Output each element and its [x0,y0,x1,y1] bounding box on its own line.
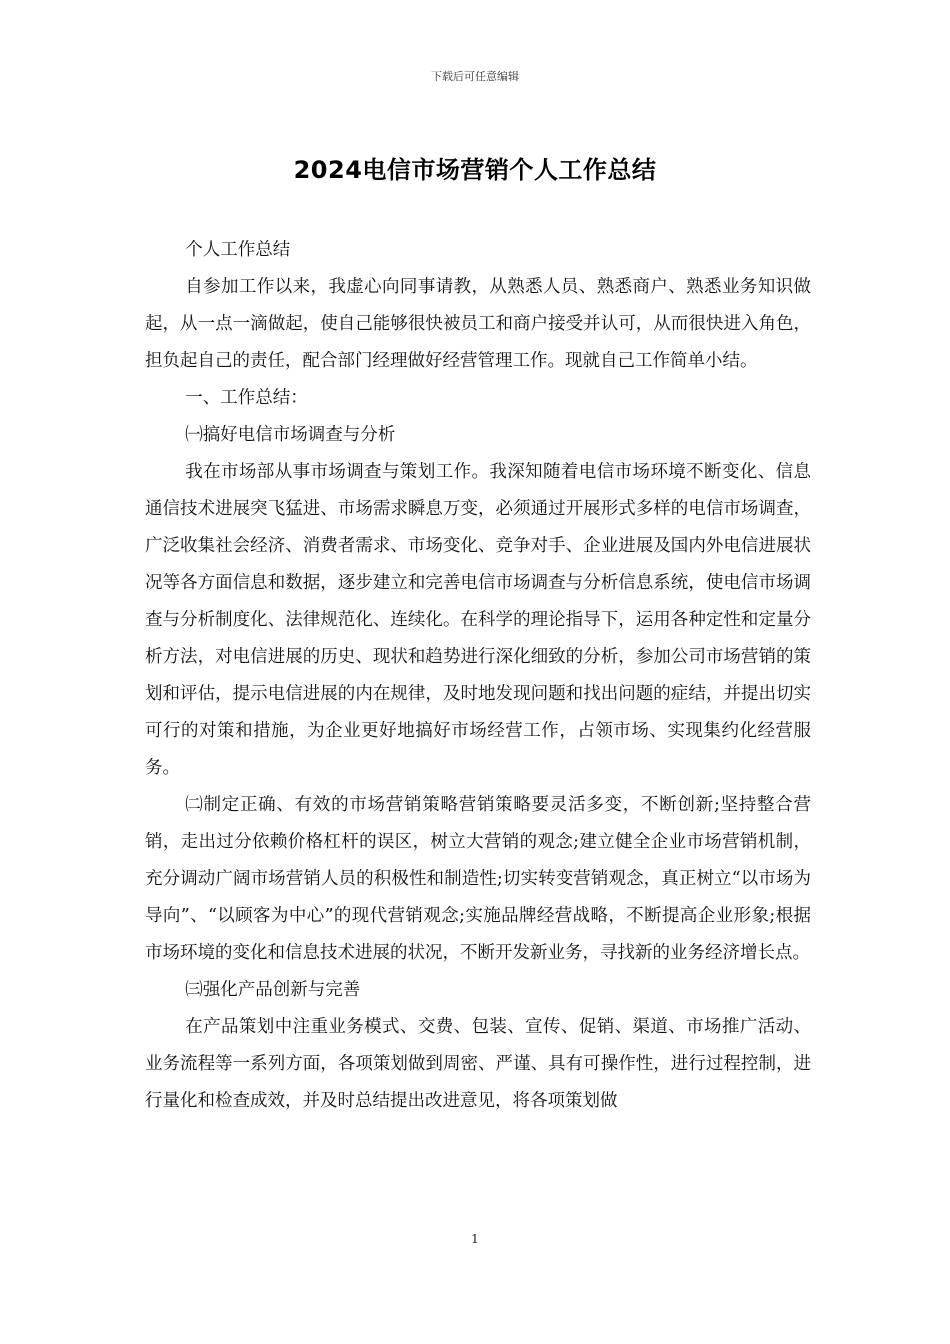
page-header-note: 下载后可任意编辑 [431,70,519,83]
document-body [145,232,811,1120]
paragraph-subheading-1: ㈠搞好电信市场调查与分析 [185,425,396,445]
paragraph-part-one-heading: 一、工作总结： [185,388,308,408]
paragraph-subheading-3: ㈢强化产品创新与完善 [185,980,361,1000]
paragraph-product-planning: 在产品策划中注重业务模式、交费、包装、宣传、促销、渠道、市场推广活动、业务流程等一系列方面，各项策划做到周密、严谨、具有可操作性，进行过程控制，进行量化和检查成效，并及时总结提出改进意见，将各项策划做 [145,1017,811,1111]
document-title: 2024电信市场营销个人工作总结 [293,156,657,184]
paragraph-market-research: 我在市场部从事市场调查与策划工作。我深知随着电信市场环境不断变化、信息通信技术进展突飞猛进、市场需求瞬息万变，必须通过开展形式多样的电信市场调查，广泛收集社会经济、消费者需求、市场变化、竞争对手、企业进展及国内外电信进展状况等各方面信息和数据，逐步建立和完善电信市场调查与分析信息系统，使电信市场调查与分析制度化、法律规范化、连续化。在科学的理论指导下，运用各种定性和定量分析方法，对电信进展的历史、现状和趋势进行深化细致的分析，参加公司市场营销的策划和评估，提示电信进展的内在规律，及时地发现问题和找出问题的症结，并提出切实可行的对策和措施，为企业更好地搞好市场经营工作，占领市场、实现集约化经营服务。 [145,462,811,778]
paragraph-marketing-strategy: ㈡制定正确、有效的市场营销策略营销策略要灵活多变，不断创新;坚持整合营销，走出过分依赖价格杠杆的误区，树立大营销的观念;建立健全企业市场营销机制，充分调动广阔市场营销人员的积极性和制造性;切实转变营销观念，真正树立“以市场为导向”、“以顾客为中心”的现代营销观念;实施品牌经营战略，不断提高企业形象;根据市场环境的变化和信息技术进展的状况，不断开发新业务，寻找新的业务经济增长点。 [145,795,811,963]
paragraph-section-heading: 个人工作总结 [185,240,291,260]
paragraph-intro: 自参加工作以来，我虚心向同事请教，从熟悉人员、熟悉商户、熟悉业务知识做起，从一点一滴做起，使自己能够很快被员工和商户接受并认可，从而很快进入角色，担负起自己的责任，配合部门经理做好经营管理工作。现就自己工作简单小结。 [145,277,811,371]
page-number: 1 [471,1232,479,1246]
